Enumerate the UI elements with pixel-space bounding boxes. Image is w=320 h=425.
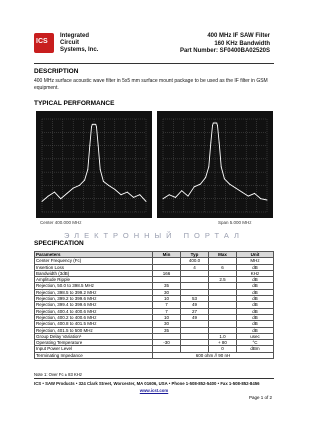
data-point (48, 196, 49, 197)
performance-heading: TYPICAL PERFORMANCE (34, 100, 115, 107)
spec-cell: Rejection, 401.5 to 500 MHz (35, 327, 153, 333)
spec-cell: dB (237, 283, 274, 289)
company-name (60, 33, 120, 54)
data-point (235, 188, 236, 189)
data-point (224, 178, 225, 179)
spec-cell: Rejection, 400.4 to 400.6 MHz (35, 308, 153, 314)
data-point (215, 122, 216, 123)
data-point (169, 194, 170, 195)
spec-cell: Input Power Level (35, 346, 153, 352)
company-line-3: Systems, Inc. (60, 47, 99, 53)
data-point (205, 177, 206, 178)
data-point (194, 186, 195, 187)
data-point (212, 125, 213, 126)
spec-heading: SPECIFICATION (34, 240, 84, 247)
spec-cell: 400.0 (181, 258, 209, 264)
spec-cell: dB (237, 327, 274, 333)
spec-cell: dB (237, 308, 274, 314)
spec-cell: MHz (237, 258, 274, 264)
description-heading: DESCRIPTION (34, 68, 79, 75)
data-point (200, 184, 201, 185)
data-point (84, 180, 85, 181)
data-point (91, 126, 92, 127)
spec-cell: 1.0 (209, 333, 237, 339)
spec-cell: Terminating Impedance (35, 352, 153, 358)
logo-text: ICS (36, 38, 48, 45)
spec-cell: dB (237, 314, 274, 320)
data-point (210, 142, 211, 143)
data-point (100, 169, 101, 170)
watermark: ЭЛЕКТРОННЫЙ ПОРТАЛ (64, 231, 244, 240)
footer-divider (34, 378, 274, 379)
spec-header-cell: Parameters (35, 252, 153, 258)
data-point (66, 193, 67, 194)
data-point (217, 125, 218, 126)
spec-cell: Amplitude Ripple (35, 277, 153, 283)
spec-cell: dB (237, 296, 274, 302)
footer-url-line (34, 388, 274, 393)
spec-row (35, 352, 274, 358)
data-point (267, 200, 268, 201)
spec-cell: Bandwidth (3dB) (35, 270, 153, 276)
spec-cell: 53 (181, 296, 209, 302)
company-line-2: Circuit (60, 40, 80, 46)
spec-cell: 10 (153, 314, 181, 320)
spec-cell: -30 (153, 340, 181, 346)
website-link[interactable]: www.icst.com (139, 388, 169, 393)
data-point (208, 166, 209, 167)
spec-cell: dB (237, 289, 274, 295)
footer-sep-2: • (75, 381, 78, 386)
footer-sep-4: • (217, 381, 220, 386)
spec-cell: Center Frequency (Fc) (35, 258, 153, 264)
footer-sep-1: • (42, 381, 44, 386)
data-point (133, 197, 134, 198)
data-point (92, 124, 93, 125)
data-point (254, 193, 255, 194)
data-point (98, 145, 99, 146)
spec-cell: usec (237, 333, 274, 339)
spec-cell: °C (237, 340, 274, 346)
data-point (219, 142, 220, 143)
spec-cell: Operating Temperature (35, 340, 153, 346)
data-point (60, 198, 61, 199)
part-number-label: Part Number: (179, 48, 218, 54)
spec-cell: Rejection, 50.0 to 398.5 MHz (35, 283, 153, 289)
data-point (242, 192, 243, 193)
spec-cell: Rejection, 400.8 to 401.5 MHz (35, 321, 153, 327)
spec-cell: 6 (209, 264, 237, 270)
spec-cell: dB (237, 277, 274, 283)
spec-cell: 30 (153, 321, 181, 327)
spec-cell: 30 (153, 289, 181, 295)
data-point (216, 122, 217, 123)
spec-cell: Rejection, 399.2 to 399.6 MHz (35, 296, 153, 302)
chart-right-plot (157, 111, 273, 218)
header-divider (34, 63, 274, 64)
data-point (89, 145, 90, 146)
spec-cell: Group Delay Variation¹ (35, 333, 153, 339)
page-number: Page 1 of 2 (248, 395, 272, 400)
spec-cell: dB (237, 302, 274, 308)
data-point (108, 185, 109, 186)
data-point (127, 192, 128, 193)
data-point (248, 196, 249, 197)
spec-cell: 49 (181, 314, 209, 320)
part-number-line (120, 48, 270, 56)
spec-table (34, 251, 274, 359)
spec-cell: dBm (237, 346, 274, 352)
spec-cell: 0 (209, 346, 237, 352)
spec-header-cell: Typ (181, 252, 209, 258)
footer-division: SAW Products (45, 381, 75, 386)
data-point (175, 197, 176, 198)
footer (34, 381, 274, 386)
data-point (94, 124, 95, 125)
data-point (54, 192, 55, 193)
spec-cell: 35 (153, 283, 181, 289)
data-point (139, 194, 140, 195)
spec-cell: 7 (153, 302, 181, 308)
data-point (187, 196, 188, 197)
title-line-1: 400 MHz IF SAW Filter (207, 33, 270, 39)
spec-cell: 27 (181, 308, 209, 314)
spec-cell: 4 (181, 264, 209, 270)
data-point (163, 198, 164, 199)
footer-fax: Fax 1-508-852-8456 (220, 381, 260, 386)
spec-cell: 35 (153, 327, 181, 333)
footer-company: ICS (34, 381, 42, 386)
data-point (103, 181, 104, 182)
data-point (96, 126, 97, 127)
data-point (213, 122, 214, 123)
data-point (95, 124, 96, 125)
chart-left (36, 111, 152, 218)
title-line-2: 160 KHz Bandwidth (214, 40, 270, 47)
footer-address: 324 Clark Street, Worcester, MA 01606, USA (78, 381, 168, 386)
footer-phone: Phone 1-508-852-5400 (171, 381, 217, 386)
spec-cell: 600 ohm // 90 nH (153, 352, 274, 358)
spec-cell: 10 (153, 296, 181, 302)
spec-cell: + 80 (209, 340, 237, 346)
data-point (229, 184, 230, 185)
company-line-1: Integrated (60, 33, 90, 39)
chart-right (157, 111, 273, 218)
data-point (79, 185, 80, 186)
spec-header-cell: Unit (237, 252, 274, 258)
spec-cell: Rejection, 399.4 to 399.6 MHz (35, 302, 153, 308)
spec-cell: Insertion Loss (35, 264, 153, 270)
spec-cell: 49 (181, 302, 209, 308)
spec-cell: dB (237, 264, 274, 270)
data-point (87, 169, 88, 170)
data-point (146, 201, 147, 202)
spec-cell: KHz (237, 270, 274, 276)
data-point (73, 188, 74, 189)
spec-note: Note 1: Over Fc ± 83 KHz (34, 372, 82, 377)
spec-cell: Rejection, 400.2 to 400.6 MHz (35, 314, 153, 320)
spec-cell: 2.5 (209, 277, 237, 283)
chart-left-caption: Center 400.000 MHz (40, 220, 82, 225)
spec-cell: 7 (153, 308, 181, 314)
data-point (121, 194, 122, 195)
spec-cell: dB (237, 321, 274, 327)
chart-right-caption: Span 5.000 MHz (218, 220, 252, 225)
data-point (221, 166, 222, 167)
spec-cell: Rejection, 398.5 to 399.2 MHz (35, 289, 153, 295)
description-text: 400 MHz surface acoustic wave filter in 5x5 mm surface mount package to be used as the IF filter in GSM equipment. (34, 78, 268, 91)
chart-left-plot (36, 111, 152, 218)
data-point (42, 201, 43, 202)
footer-sep-3: • (168, 381, 171, 386)
spec-cell: 166 (153, 270, 181, 276)
product-title (120, 33, 270, 56)
spec-header-cell: Min (153, 252, 181, 258)
spec-header-cell: Max (209, 252, 237, 258)
data-point (114, 189, 115, 190)
data-point (181, 190, 182, 191)
part-number: SF0400BA02520S (219, 48, 270, 54)
data-point (260, 198, 261, 199)
